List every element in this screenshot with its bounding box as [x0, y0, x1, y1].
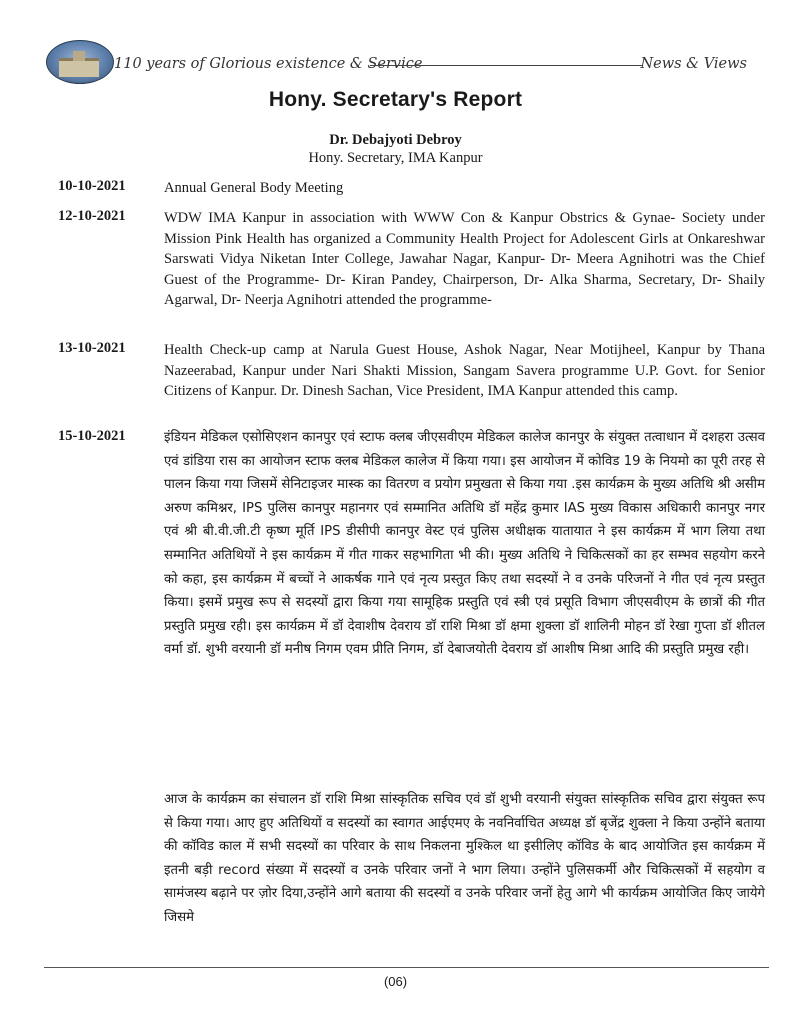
author-role: Hony. Secretary, IMA Kanpur — [308, 150, 483, 166]
author-name: Dr. Debajyoti Debroy — [329, 132, 462, 148]
footer-rule — [44, 967, 769, 968]
entry-date: 15-10-2021 — [58, 428, 126, 444]
continuation-paragraph: आज के कार्यक्रम का संचालन डॉ राशि मिश्रा सांस्कृतिक सचिव एवं डॉ शुभी वरयानी संयुक्त सांस्कृतिक सचिव द्वारा संयुक्त रूप से किया गया। आए हुए अतिथियों व सदस्यों का स्वागत आईएमए के नवनिर्वाचित अध्यक्ष डॉ बृजेंद्र शुक्ला ने किया उन्होंने बताया की कॉविड काल में सभी सदस्यों का परिवार के साथ निकलना मुश्किल था इसीलिए कॉविड के बाद आयोजित इस कार्यक्रम में इतनी बड़ी record संख्या में सदस्यों व उनके परिवार जनों ने भाग लिया। उन्होंने पुलिसकर्मी और चिकित्सकों में सहयोग व सामंजस्य बढ़ाने पर ज़ोर दिया,उन्होंने आगे बताया की सदस्यों व उनके परिवार जनों हेतु आगे भी कार्यक्रम आयोजित किए जायेगे जिसमे — [164, 792, 765, 925]
entry-date: 13-10-2021 — [58, 340, 126, 356]
header-rule — [370, 65, 643, 66]
header-tagline: 110 years of Glorious existence & Service — [114, 56, 423, 72]
page-number: (06) — [383, 974, 408, 989]
section-name: News & Views — [640, 56, 747, 72]
report-title: Hony. Secretary's Report — [268, 88, 523, 111]
page-header — [0, 0, 791, 80]
entry-text: Annual General Body Meeting — [164, 180, 344, 196]
entry-text: इंडियन मेडिकल एसोसिएशन कानपुर एवं स्टाफ क्लब जीएसवीएम मेडिकल कालेज कानपुर के संयुक्त तत्वाधान में दशहरा उत्सव एवं डांडिया रास का आयोजन स्टाफ क्लब मेडिकल कालेज में किया गया। इस आयोजन में कोविड 19 के नियमो का पूरी तरह से पालन किया गया जिसमें सेनिटाइजर मास्क का वितरण व प्रयोग प्रमुखता से किया गया .इस कार्यक्रम के मुख्य अतिथि श्री असीम अरुण कमिश्नर, IPS पुलिस कानपुर महानगर एवं सम्मानित अतिथि डॉ महेंद्र कुमार IAS मुख्य विकास अधिकारी कानपुर नगर एवं श्री बी.वी.जी.टी कृष्ण मूर्ति IPS डीसीपी कानपुर वेस्ट एवं पुलिस अधीक्षक यातायात ने इस कार्यक्रम में भाग लिया तथा सम्मानित अतिथियों ने इस कार्यक्रम में गीत गाकर सहभागिता भी की। मुख्य अतिथि ने चिकित्सकों का हर सम्भव सहयोग करने को कहा, इस कार्यक्रम में बच्चों ने आकर्षक गाने एवं नृत्य प्रस्तुत किए तथा सदस्यों ने व उनके परिजनों ने गीत एवं नृत्य प्रस्तुत किया। इसमें प्रमुख रूप से सदस्यों द्वारा किया गया सामूहिक प्रस्तुति एवं स्त्री एवं प्रसूति विभाग जीएसवीएम के छात्रों की गीत प्रस्तुति प्रमुख रही। इस कार्यक्रम में डॉ देवाशीष देवराय डॉ राशि मिश्रा डॉ क्षमा शुक्ला डॉ शालिनी मोहन डॉ रेखा गुप्ता डॉ शीतल वर्मा डॉ. शुभी वरयानी डॉ मनीष निगम एवम प्रीति निगम, डॉ देबाजयोती देवराय डॉ आशीष मिश्रा आदि की प्रस्तुति प्रमुख रही। — [164, 430, 765, 658]
entry-text: WDW IMA Kanpur in association with WWW Con & Kanpur Obstrics & Gynae- Society under Mission Pink Health has organized a Community Health Project for Adolescent Girls at Onkareshwar Sarswati Vidya Niketan Inter College, Jawahar Nagar, Kanpur- Dr- Meera Agnihotri was the Chief Guest of the Programme- Dr- Kiran Pandey, Chairperson, Dr- Alka Sharma, Secretary, Dr- Shaily Agarwal, Dr- Neerja Agnihotri attended the programme- — [164, 210, 765, 309]
entry-text: Health Check-up camp at Narula Guest House, Ashok Nagar, Near Motijheel, Kanpur by Thana Nazeerabad, Kanpur under Nari Shakti Mission, Sangam Savera programme U.P. Govt. for Senior Citizens of Kanpur. Dr. Dinesh Sachan, Vice President, IMA Kanpur attended this camp. — [164, 342, 765, 400]
ima-building-logo — [46, 40, 114, 84]
entry-date: 10-10-2021 — [58, 178, 126, 194]
entry-date: 12-10-2021 — [58, 208, 126, 224]
